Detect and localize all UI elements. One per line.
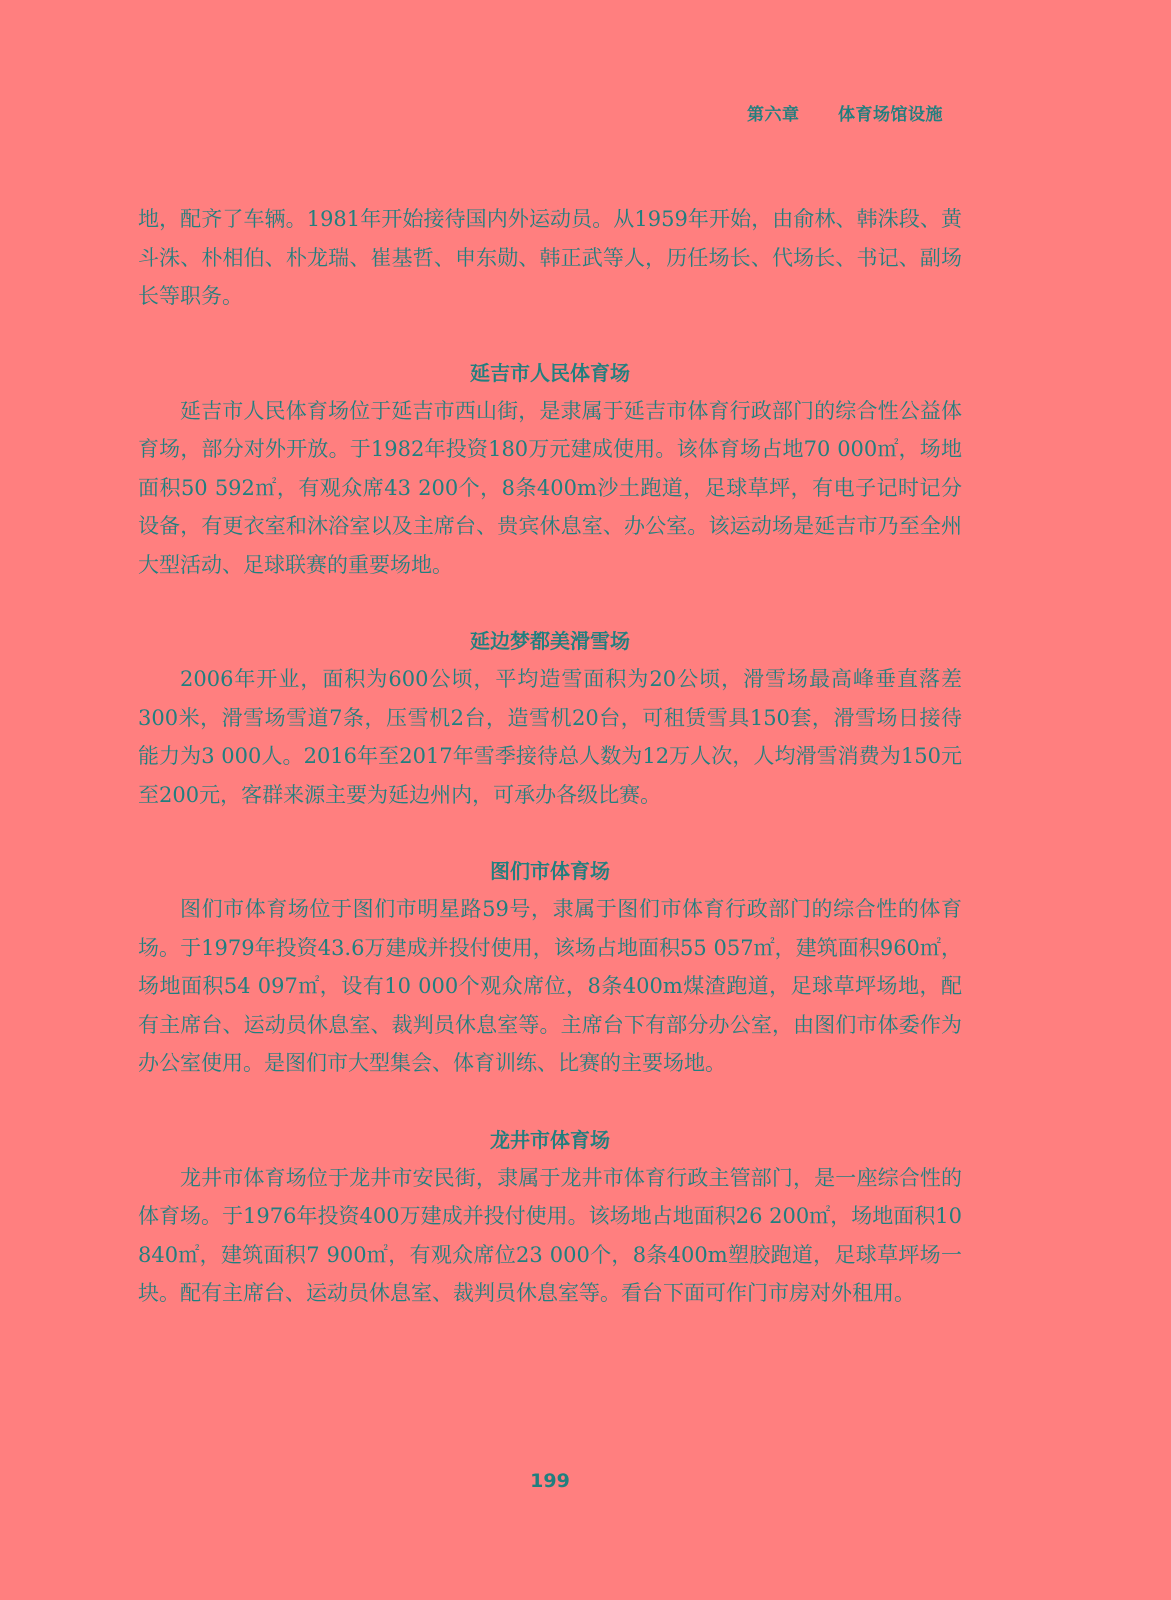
- intro-paragraph: 地，配齐了车辆。1981年开始接待国内外运动员。从1959年开始，由俞林、韩洙段、黄斗洙、朴相伯、朴龙瑞、崔基哲、申东勋、韩正武等人，历任场长、代场长、书记、副场长等职务。: [138, 207, 962, 308]
- section-title: 图们市体育场: [490, 859, 610, 883]
- section-yanji-stadium: [138, 354, 962, 585]
- section-title: 延边梦都美滑雪场: [470, 629, 630, 653]
- section-longjing-stadium: [138, 1121, 962, 1313]
- section-body: 延吉市人民体育场位于延吉市西山街，是隶属于延吉市体育行政部门的综合性公益体育场，部分对外开放。于1982年投资180万元建成使用。该体育场占地70 000㎡，场地面积50 592㎡，有观众席43 200个，8条400m沙土跑道，足球草坪，有电子记时记分设备，有更衣室和沐浴室以及主席台、贵宾休息室、办公室。该运动场是延吉市乃至全州大型活动、足球联赛的重要场地。: [138, 398, 962, 577]
- section-body: 图们市体育场位于图们市明星路59号，隶属于图们市体育行政部门的综合性的体育场。于1979年投资43.6万建成并投付使用，该场占地面积55 057㎡，建筑面积960㎡，场地面积54 097㎡，设有10 000个观众席位，8条400m煤渣跑道，足球草坪场地，配有主席台、运动员休息室、裁判员休息室等。主席台下有部分办公室，由图们市体委作为办公室使用。是图们市大型集会、体育训练、比赛的主要场地。: [138, 897, 962, 1075]
- section-tumen-stadium: [138, 852, 962, 1083]
- chapter-label: 第六章: [746, 105, 800, 125]
- page-content: [138, 200, 962, 1313]
- running-header: [747, 100, 943, 125]
- section-body: 龙井市体育场位于龙井市安民街，隶属于龙井市体育行政主管部门，是一座综合性的体育场。于1976年投资400万建成并投付使用。该场地占地面积26 200㎡，场地面积10 840㎡，建筑面积7 900㎡，有观众席位23 000个，8条400m塑胶跑道，足球草坪场一块。配有主席台、运动员休息室、裁判员休息室等。看台下面可作门市房对外租用。: [138, 1165, 962, 1305]
- section-title: 龙井市体育场: [490, 1127, 610, 1152]
- section-body: 2006年开业，面积为600公顷，平均造雪面积为20公顷，滑雪场最高峰垂直落差300米，滑雪场雪道7条，压雪机2台，造雪机20台，可租赁雪具150套，滑雪场日接待能力为3 000人。2016年至2017年雪季接待总人数为12万人次，人均滑雪消费为150元至200元，客群来源主要为延边州内，可承办各级比赛。: [138, 667, 962, 807]
- page-number: 199: [530, 1470, 570, 1492]
- section-ski-resort: [138, 622, 962, 814]
- section-title: 延吉市人民体育场: [470, 360, 630, 385]
- chapter-title: 体育场馆设施: [838, 105, 943, 125]
